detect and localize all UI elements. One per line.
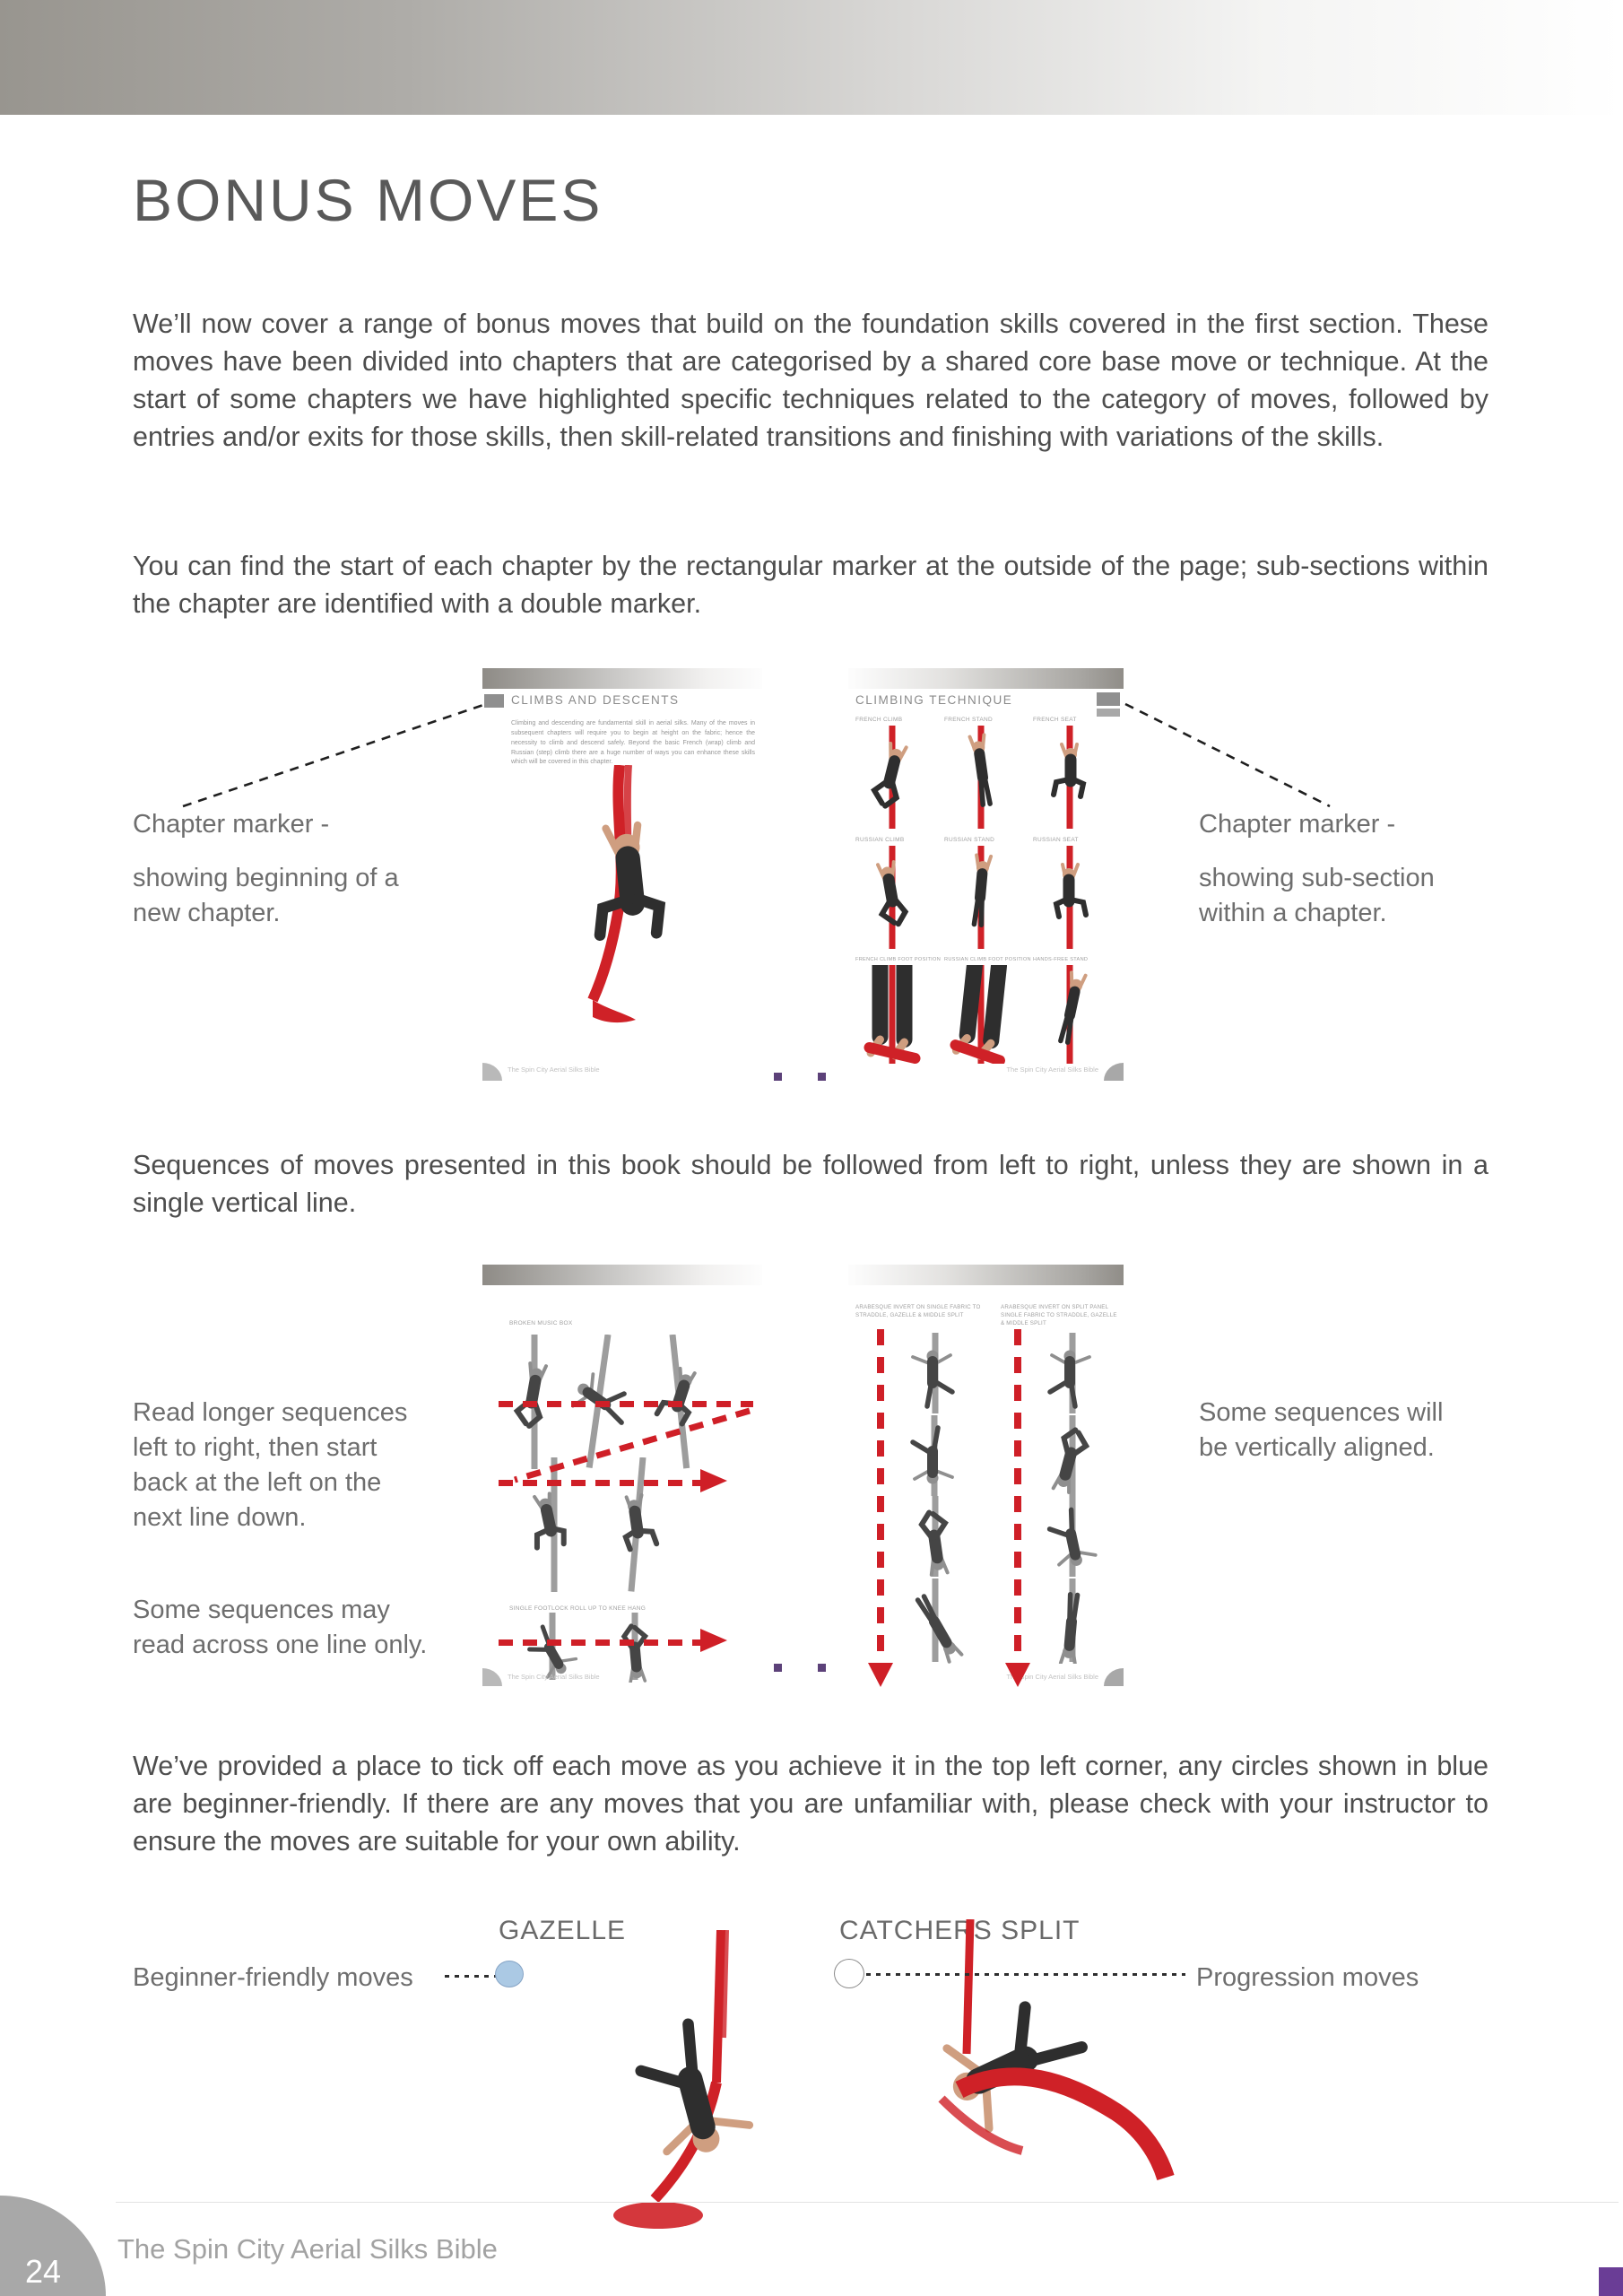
mini-footer-corner: [482, 1668, 502, 1686]
cell-label: FRENCH CLIMB FOOT POSITION: [855, 957, 942, 962]
callout-chapter-marker-left-body: showing beginning of a new chapter.: [133, 864, 399, 927]
footer-book-title: The Spin City Aerial Silks Bible: [117, 2233, 498, 2265]
sequence-photo: [518, 1457, 590, 1596]
sub-section-marker-top: [1097, 692, 1120, 706]
separator-dot: [774, 1664, 782, 1672]
gazelle-photo: [549, 1930, 818, 2235]
book-page-preview-sequences-horizontal: [482, 1265, 762, 1686]
footer-divider: [116, 2202, 1619, 2203]
callout-chapter-marker-left-title: Chapter marker -: [133, 810, 330, 839]
legend-gazelle-label: GAZELLE: [499, 1916, 627, 1945]
mini-page-title: CLIMBS AND DESCENTS: [511, 693, 680, 707]
sequence-arrowhead: [700, 1629, 727, 1652]
sequence-photo: [1030, 1496, 1115, 1578]
paragraph-tickoff: We’ve provided a place to tick off each move as you achieve it in the top left corner, any circles shown in blue are beginner-friendly. If there are any moves that you are unfamiliar with, please check with your instructor to ensure the moves are suitable for your own ability.: [133, 1751, 1488, 1857]
mini-page-body: Climbing and descending are fundamental skill in aerial silks. Many of the moves in subsequent chapters will require you to begin at height on the fabric; hence the necessity to climb and descend safely. Beyond the basic French (wrap) climb and Russian (step) climb there are a huge number of ways you can enhance these skills which will be covered in this chapter.: [511, 720, 755, 766]
legend-beginner-dash-line: [445, 1975, 497, 1978]
mini-footer-corner: [1104, 1063, 1124, 1081]
sequence-column-label: ARABESQUE INVERT ON SPLIT PANEL SINGLE FABRIC TO STRADDLE, GAZELLE & MIDDLE SPLIT: [1001, 1304, 1117, 1326]
cell-label: FRENCH SEAT: [1033, 717, 1077, 723]
move-photo: [852, 965, 933, 1064]
beginner-circle: [495, 1961, 524, 1987]
move-photo: [941, 965, 1021, 1064]
cell-label: RUSSIAN CLIMB FOOT POSITION: [944, 957, 1031, 962]
mini-header-gradient: [848, 1265, 1124, 1285]
legend-beginner-label: Beginner-friendly moves: [133, 1963, 413, 1992]
cell-label: HANDS-FREE STAND: [1033, 957, 1089, 962]
move-photo: [1029, 846, 1110, 949]
sequence-photo: [1028, 1415, 1117, 1496]
move-photo: [941, 726, 1021, 829]
paragraph-markers: You can find the start of each chapter by the rectangular marker at the outside of the page; sub-sections within the chapter are identified with a double marker.: [133, 551, 1488, 619]
legend-catchers-split-label: CATCHERS SPLIT: [839, 1916, 1081, 1945]
sequence-photo: [1030, 1578, 1115, 1664]
separator-dot: [818, 1664, 826, 1672]
mini-page-title: CLIMBING TECHNIQUE: [855, 693, 1013, 707]
sequence-photo: [893, 1333, 978, 1415]
mini-footer-corner: [482, 1063, 502, 1081]
sequence-photo: [599, 1613, 671, 1683]
chapter-marker: [484, 694, 504, 708]
sequence-column-label: ARABESQUE INVERT ON SINGLE FABRIC TO STRADDLE, GAZELLE & MIDDLE SPLIT: [855, 1304, 981, 1318]
paragraph-intro: We’ll now cover a range of bonus moves that build on the foundation skills covered in the first section. These moves have been divided into chapters that are categorised by a shared core base move or technique. At the start of some chapters we have highlighted specific techniques related to the category of moves, followed by entries and/or exits for those skills, then skill-related transitions and finishing with variations of the skills.: [133, 309, 1488, 452]
sequence-photo: [893, 1496, 978, 1578]
book-page-preview-sequences-vertical: [848, 1265, 1124, 1686]
page-title: BONUS MOVES: [133, 167, 603, 233]
move-photo: [1029, 726, 1110, 829]
catchers-split-photo: [834, 1919, 1193, 2215]
sequence-label: SINGLE FOOTLOCK ROLL UP TO KNEE HANG: [509, 1605, 647, 1612]
sequence-arrow-line: [499, 1639, 700, 1646]
page-number: 24: [25, 2253, 62, 2290]
sequence-arrow-line: [499, 1480, 700, 1486]
mini-footer-text: The Spin City Aerial Silks Bible: [1006, 1673, 1098, 1681]
sequence-photo: [890, 1415, 979, 1496]
mini-footer-text: The Spin City Aerial Silks Bible: [1006, 1065, 1098, 1074]
aerialist-photo: [532, 765, 711, 1025]
header-gradient-bar: [0, 0, 1623, 115]
separator-dot: [818, 1073, 826, 1081]
callout-read-sequences: Read longer sequences left to right, then start back at the left on the next line down.: [133, 1398, 408, 1532]
callout-chapter-marker-right-body: showing sub-section within a chapter.: [1199, 864, 1435, 927]
sequence-label: BROKEN MUSIC BOX: [509, 1320, 573, 1326]
sub-section-marker-bottom: [1097, 709, 1120, 717]
cell-label: FRENCH CLIMB: [855, 717, 903, 723]
sequence-arrowhead-down: [1005, 1663, 1030, 1687]
sequence-arrowhead: [700, 1469, 727, 1492]
sequence-photo: [893, 1578, 978, 1664]
cell-label: RUSSIAN STAND: [944, 837, 995, 843]
move-photo: [941, 846, 1021, 949]
progression-circle: [834, 1959, 864, 1988]
move-photo: [852, 726, 933, 829]
callout-chapter-marker-right-title: Chapter marker -: [1199, 810, 1396, 839]
callout-vertical-aligned: Some sequences will be vertically aligned.: [1199, 1398, 1444, 1462]
move-photo: [852, 846, 933, 949]
cell-label: RUSSIAN SEAT: [1033, 837, 1079, 843]
cell-label: RUSSIAN CLIMB: [855, 837, 905, 843]
mini-footer-corner: [1104, 1668, 1124, 1686]
mini-header-gradient: [482, 668, 762, 689]
sequence-arrow-line-vertical: [1014, 1329, 1021, 1663]
mini-header-gradient: [848, 668, 1124, 689]
cell-label: FRENCH STAND: [944, 717, 994, 723]
mini-header-gradient: [482, 1265, 762, 1285]
callout-one-line: Some sequences may read across one line only.: [133, 1596, 428, 1659]
legend-progression-label: Progression moves: [1196, 1963, 1419, 1992]
mini-footer-text: The Spin City Aerial Silks Bible: [508, 1673, 600, 1681]
separator-dot: [774, 1073, 782, 1081]
sequence-photo: [603, 1457, 675, 1596]
move-photo: [1029, 965, 1110, 1064]
legend-progression-dash-line: [866, 1973, 1185, 1976]
sequence-arrow-line-vertical: [877, 1329, 884, 1663]
sequence-arrow-line: [499, 1401, 753, 1407]
paragraph-sequences: Sequences of moves presented in this book should be followed from left to right, unless they are shown in a single vertical line.: [133, 1150, 1488, 1218]
book-page-preview-climbs: [482, 668, 762, 1081]
sequence-photo: [1030, 1333, 1115, 1415]
sequence-arrowhead-down: [868, 1663, 893, 1687]
book-page-preview-climbing-technique: [848, 668, 1124, 1081]
corner-accent-square: [1599, 2267, 1623, 2296]
mini-footer-text: The Spin City Aerial Silks Bible: [508, 1065, 600, 1074]
